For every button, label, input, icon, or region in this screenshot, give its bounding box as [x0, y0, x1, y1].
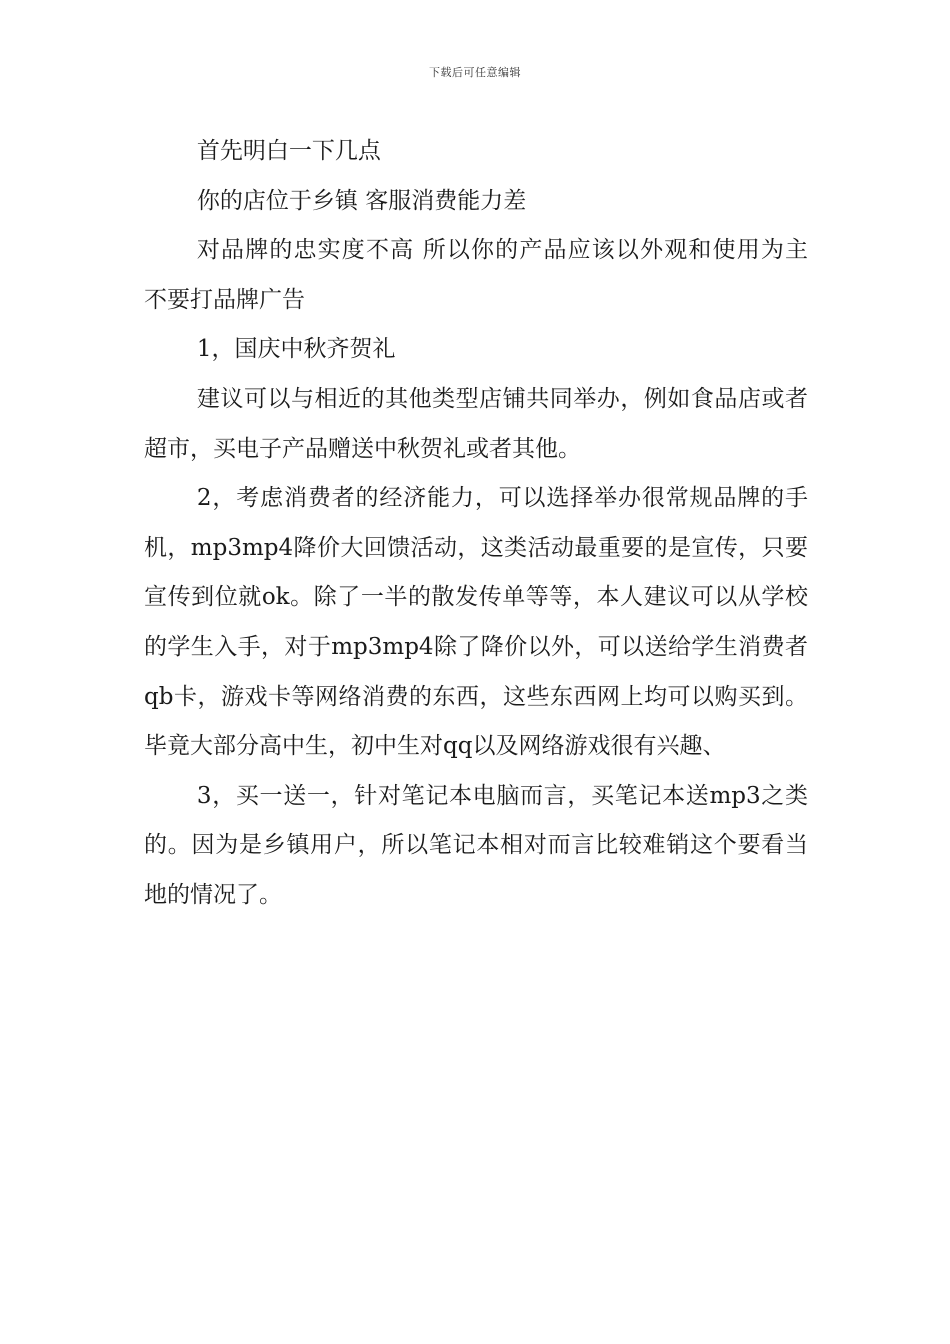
paragraph-brand-loyalty: 对品牌的忠实度不高 所以你的产品应该以外观和使用为主 不要打品牌广告 — [144, 237, 808, 313]
page-header: 下载后可任意编辑 — [429, 66, 521, 79]
paragraph-intro: 首先明白一下几点 — [196, 138, 381, 164]
paragraph-point-1-detail: 建议可以与相近的其他类型店铺共同举办，例如食品店或者超市，买电子产品赠送中秋贺礼或者其他。 — [144, 385, 808, 462]
paragraph-location: 你的店位于乡镇 客服消费能力差 — [196, 187, 527, 214]
document-body — [144, 127, 808, 921]
paragraph-point-1-title: 1，国庆中秋齐贺礼 — [196, 336, 396, 363]
paragraph-point-3: 3，买一送一，针对笔记本电脑而言，买笔记本送mp3之类的。因为是乡镇用户，所以笔记本相对而言比较难销这个要看当地的情况了。 — [144, 782, 808, 908]
paragraph-point-2: 2，考虑消费者的经济能力，可以选择举办很常规品牌的手机，mp3mp4降价大回馈活动，这类活动最重要的是宣传，只要宣传到位就ok。除了一半的散发传单等等，本人建议可以从学校的学生入手，对于mp3mp4除了降价以外，可以送给学生消费者qb卡，游戏卡等网络消费的东西，这些东西网上均可以购买到。毕竟大部分高中生，初中生对qq以及网络游戏很有兴趣、 — [144, 485, 808, 760]
